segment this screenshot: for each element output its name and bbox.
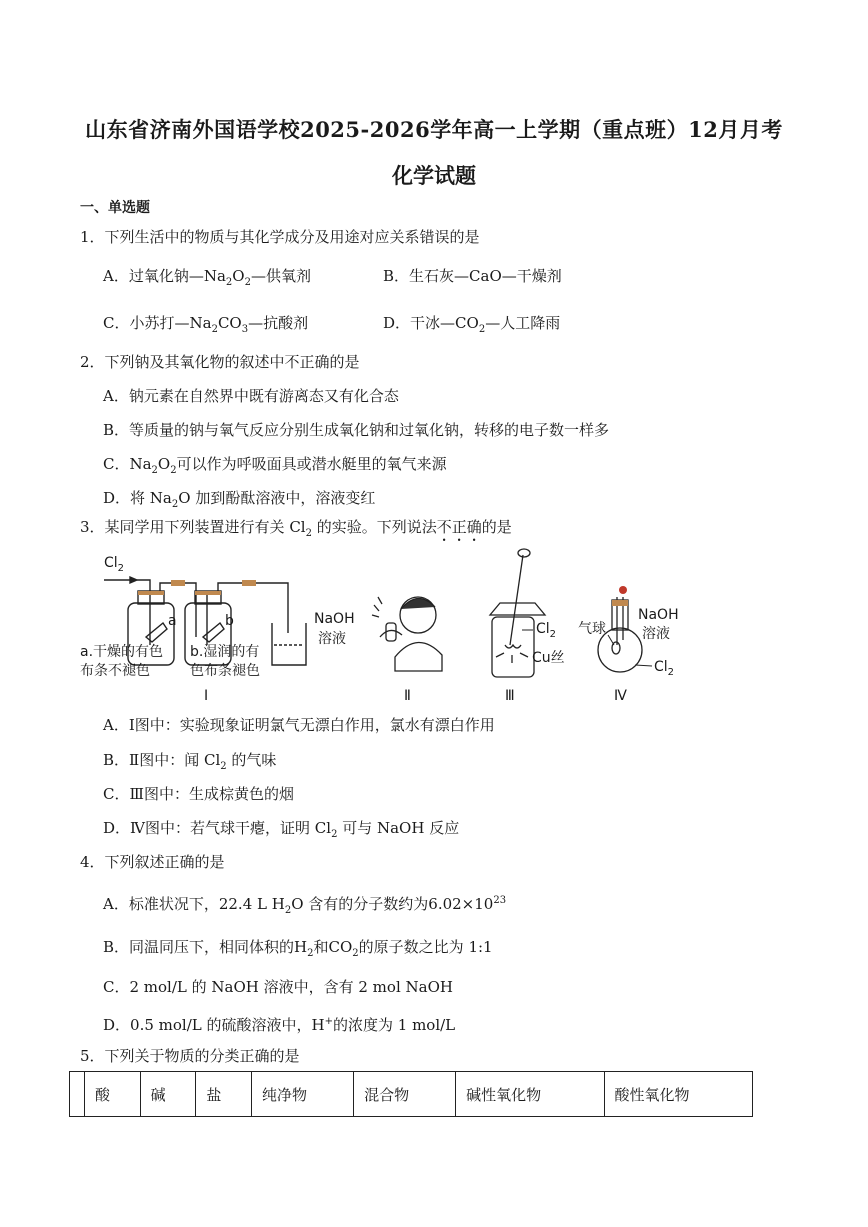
table-header-cell: 混合物 [354,1072,456,1117]
q3-option-d: D．Ⅳ图中：若气球干瘪，证明 $Cl_2$ 可与 NaOH 反应 [103,819,460,840]
section-heading: 一、单选题 [80,200,150,216]
fig-iv-balloon: 气球 [578,621,606,637]
exam-subtitle: 化学试题 [392,163,476,188]
fig-caption-a-line2: 布条不褪色 [80,663,150,679]
fig-mark-a: a [168,613,177,629]
q3-stem: 3．某同学用下列装置进行有关 $Cl_2$ 的实验。下列说法不正确的是 [80,518,512,539]
fig-naoh-line1: NaOH [314,611,355,627]
fig-iii-cu: Cu丝 [532,650,565,666]
q4-option-d: D．0.5 mol/L 的硫酸溶液中，H+的浓度为 1 mol/L [103,1016,456,1034]
table-header-cell: 碱 [140,1072,196,1117]
q3-option-b: B．Ⅱ图中：闻 $Cl_2$ 的气味 [103,751,277,772]
q2-option-b: B．等质量的钠与氧气反应分别生成氧化钠和过氧化钠，转移的电子数一样多 [103,421,610,439]
fig-roman-4: Ⅳ [614,688,627,704]
fig-roman-3: Ⅲ [505,688,515,704]
table-row [70,1072,753,1117]
fig-cl2-label: $Cl_2$ [104,555,125,574]
fig-roman-1: Ⅰ [204,688,209,704]
q1-stem: 1．下列生活中的物质与其化学成分及用途对应关系错误的是 [80,228,480,246]
q4-option-a: A．标准状况下，22.4 L $H_2O$ 含有的分子数约为$6.02\times 10^{23}$ [103,895,507,916]
q1-option-d: D．干冰$—CO_2—$人工降雨 [383,314,561,335]
q4-stem: 4．下列叙述正确的是 [80,853,225,871]
q3-option-c: C．Ⅲ图中：生成棕黄色的烟 [103,785,294,803]
fig-caption-b-line1: b.湿润的有 [190,644,260,660]
q1-option-b: B．生石灰—CaO—干燥剂 [383,267,562,285]
fig-mark-b: b [225,613,234,629]
fig-caption-a-line1: a.干燥的有色 [80,644,164,660]
fig-iv-cl2: $Cl_2$ [654,659,675,678]
q2-option-d: D．将 $Na_2O$ 加到酚酞溶液中，溶液变红 [103,489,376,510]
classification-table [69,1071,753,1117]
fig-iv-naoh-line1: NaOH [638,607,679,623]
fig-naoh-line2: 溶液 [318,631,346,647]
fig-iv-naoh-line2: 溶液 [642,626,670,642]
q2-option-c: C．$Na_2O_2$可以作为呼吸面具或潜水艇里的氧气来源 [103,455,447,476]
fig-caption-b-line2: 色布条褪色 [190,663,260,679]
q4-option-c: C．2 mol/L 的 NaOH 溶液中，含有 2 mol NaOH [103,978,453,996]
exam-title: 山东省济南外国语学校2025-2026学年高一上学期（重点班）12月月考 [85,117,783,142]
table-header-cell: 酸性氧化物 [604,1072,752,1117]
fig-iii-cl2: $Cl_2$ [536,621,557,640]
q2-option-a: A．钠元素在自然界中既有游离态又有化合态 [103,387,399,405]
table-cell-blank [70,1072,85,1117]
q1-option-c: C．小苏打$—Na_2CO_3—$抗酸剂 [103,314,309,335]
table-header-cell: 盐 [196,1072,252,1117]
q5-stem: 5．下列关于物质的分类正确的是 [80,1047,300,1065]
q3-option-a: A．Ⅰ图中：实验现象证明氯气无漂白作用，氯水有漂白作用 [103,716,495,734]
fig-roman-2: Ⅱ [404,688,411,704]
table-header-cell: 酸 [85,1072,141,1117]
q4-option-b: B．同温同压下，相同体积的$H_2$和$CO_2$的原子数之比为 1:1 [103,938,493,959]
q1-option-a: A．过氧化钠$—Na_2O_2—$供氧剂 [103,267,311,288]
q2-stem: 2．下列钠及其氧化物的叙述中不正确的是 [80,353,360,371]
table-header-cell: 纯净物 [252,1072,354,1117]
table-header-cell: 碱性氧化物 [456,1072,604,1117]
experiment-figure [0,545,868,710]
